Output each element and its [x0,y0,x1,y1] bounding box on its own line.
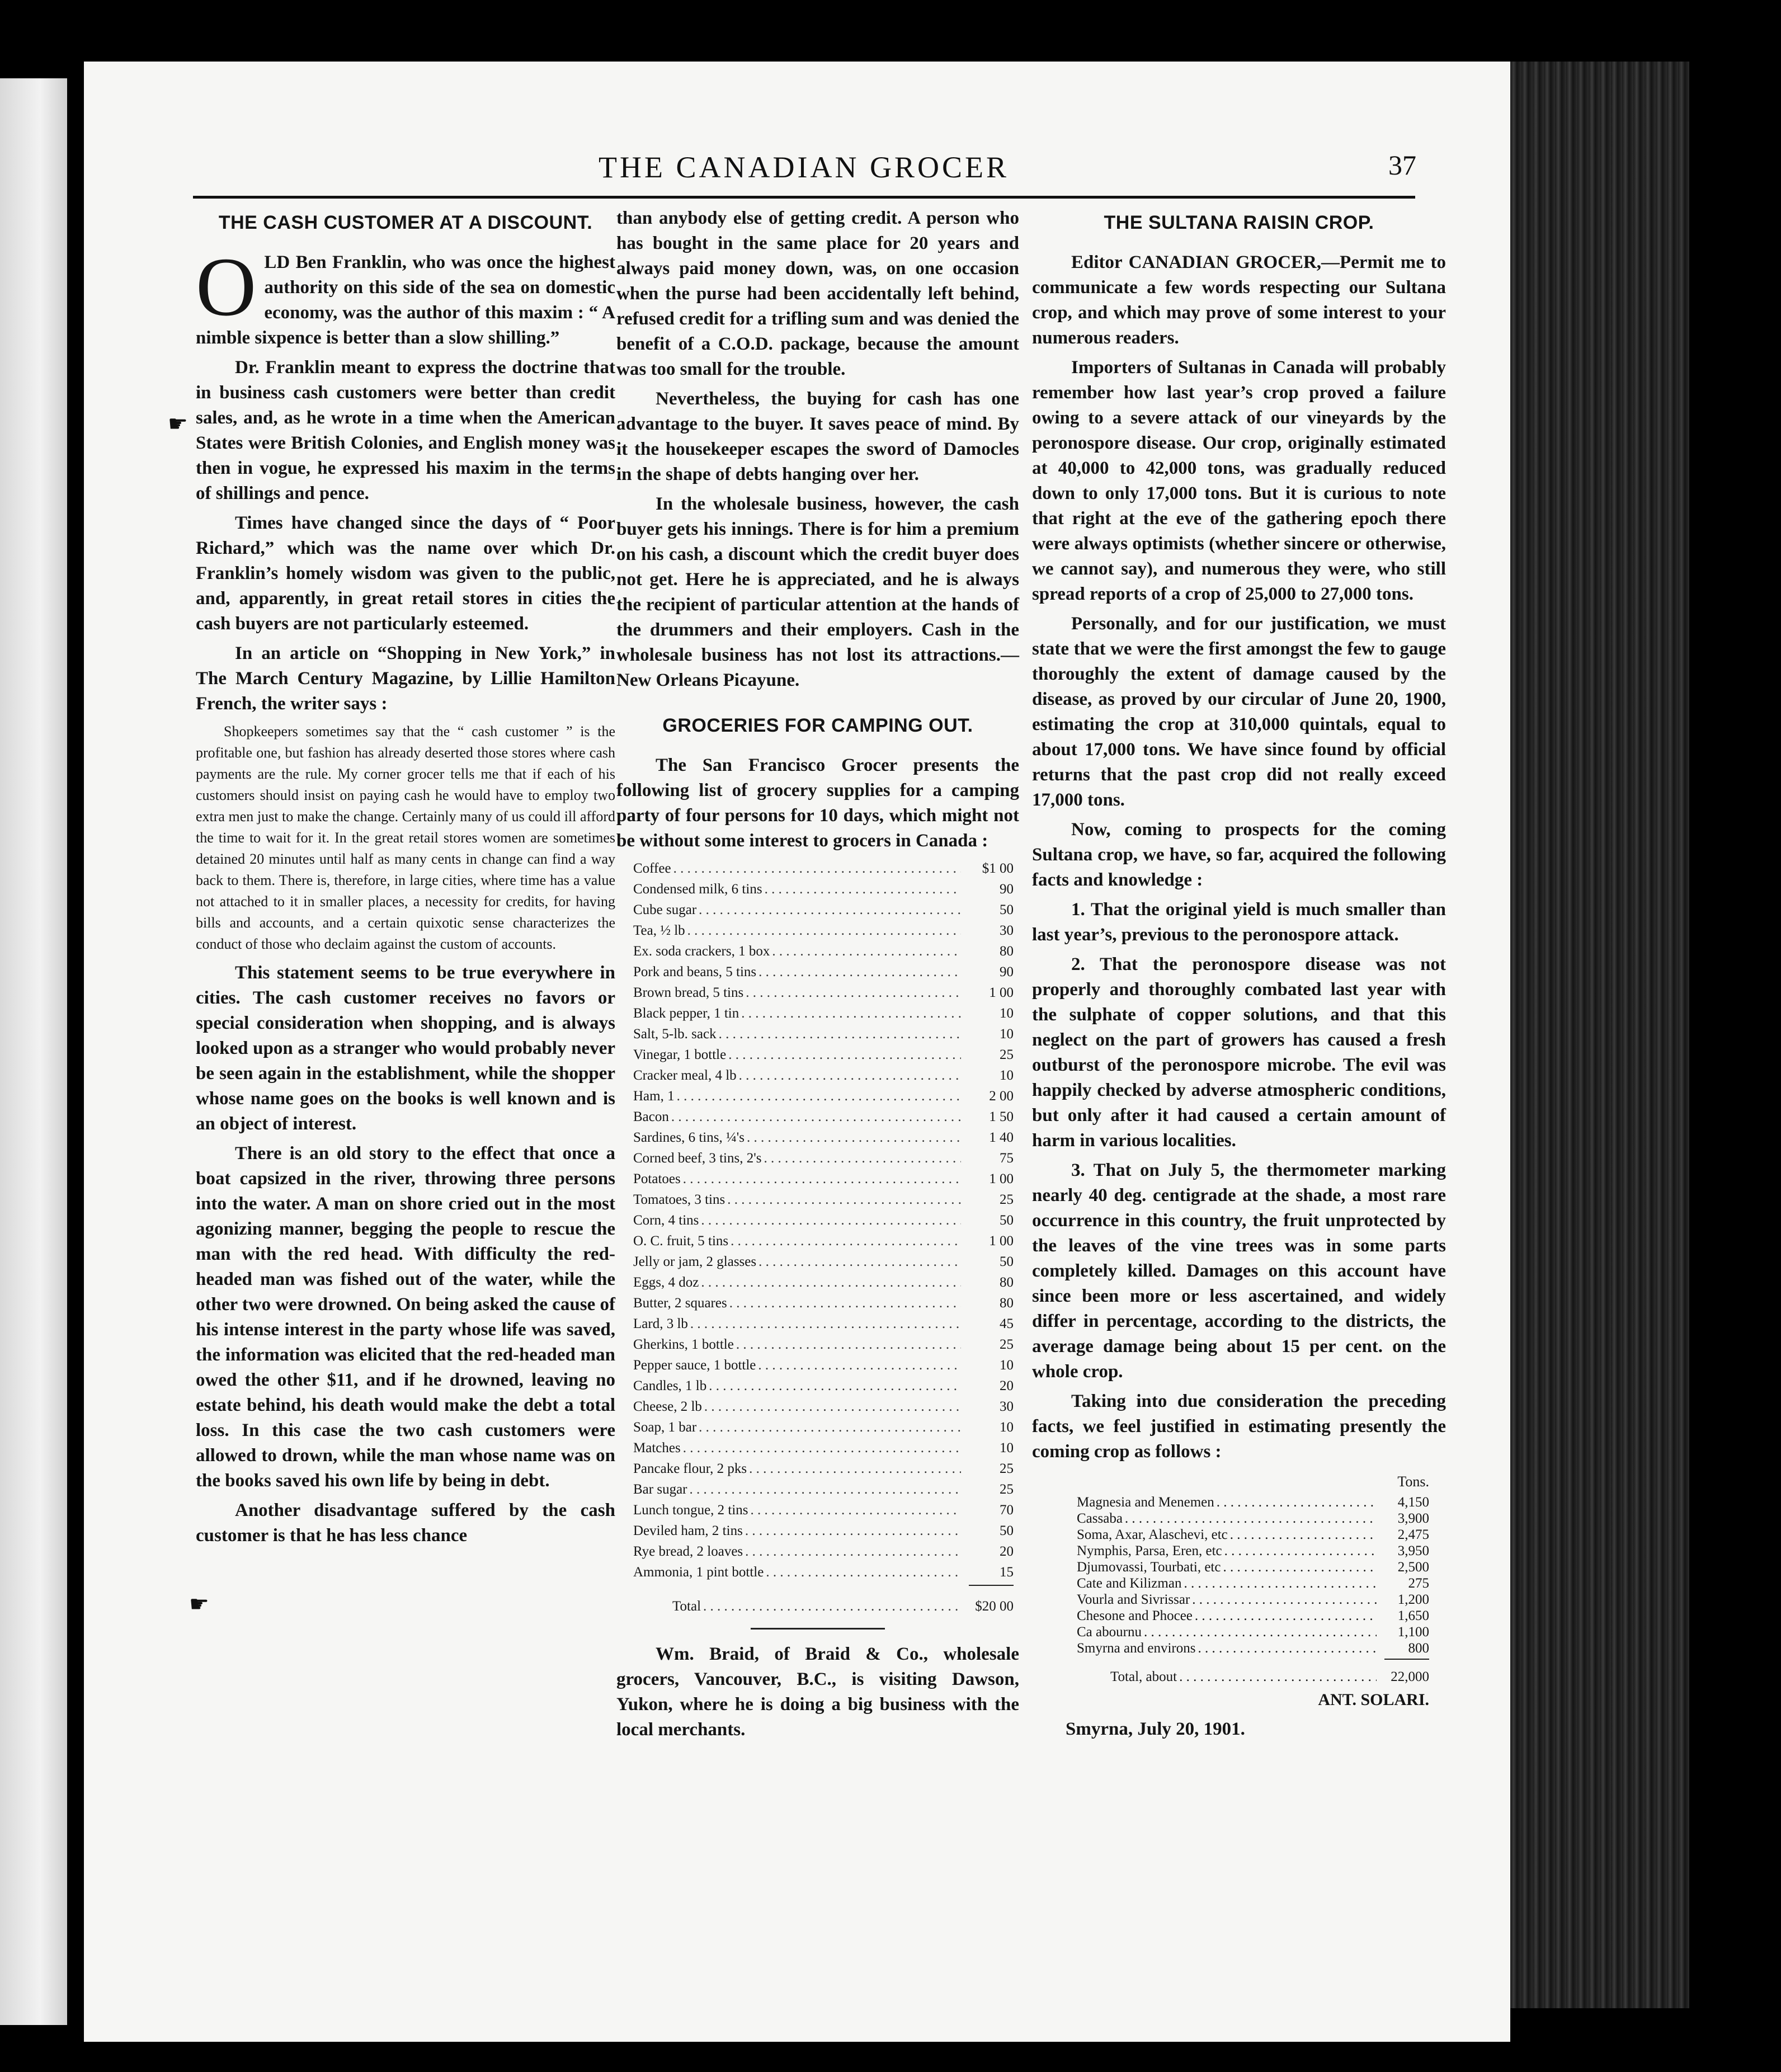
grocery-list-item [633,1520,1014,1541]
item-price: 25 [1000,1047,1014,1062]
district-name: Cate and Kilizman [1077,1576,1182,1591]
article-paragraph: 1. That the original yield is much smaller than last year’s, previous to the peronospore attack. [1032,900,1446,945]
item-name: Pork and beans, 5 tins [633,964,757,980]
item-name: Cheese, 2 lb [633,1399,702,1414]
leader-dots [749,1458,961,1479]
crop-estimate-table [1032,1494,1446,1656]
district-tons: 1,100 [1397,1624,1429,1640]
district-name: Djumovassi, Tourbati, etc [1077,1560,1221,1575]
item-name: Ex. soda crackers, 1 box [633,944,770,959]
grocery-list-item [633,1231,1014,1251]
grocery-list-item [633,1189,1014,1210]
item-name: Deviled ham, 2 tins [633,1523,743,1538]
total-label: Total [672,1599,701,1614]
total-value: $20 00 [975,1599,1014,1614]
item-name: Coffee [633,861,671,876]
item-name: Sardines, 6 tins, ¼'s [633,1130,745,1145]
item-price: 10 [1000,1026,1014,1042]
leader-dots [683,1438,961,1458]
block-quote: Shopkeepers sometimes say that the “ cash customer ” is the profitable one, but fashion has already deserted those stores where cash payments are the rule. My corner grocer tells me that if each of his customers should insist on paying cash he would have to employ two extra men just to make the change. Certainly many of us could ill afford the time to wait for it. In the great retail stores women are sometimes detained 20 minutes until half as many cents in change can find a way back to them. There is, therefore, in large cities, where time has a value not attached to it in smaller places, a necessity for credits, for having bills and accounts, and a certain quixotic sense characterizes the conduct of those who declaim against the custom of accounts. [196,723,615,952]
crop-estimate-row [1077,1510,1429,1527]
grocery-list-item [633,1479,1014,1500]
item-price: 20 [1000,1544,1014,1559]
tons-column-header: Tons. [1397,1473,1429,1490]
leader-dots [671,1106,961,1127]
grocery-list-item [633,1334,1014,1355]
drop-cap: O [196,241,257,333]
item-name: Pancake flour, 2 pks [633,1461,747,1476]
leader-dots [701,1272,961,1293]
item-name: Corn, 4 tins [633,1213,699,1228]
item-price: 2 00 [989,1089,1014,1104]
leader-dots [1192,1591,1377,1608]
article-heading-sultana: THE SULTANA RAISIN CROP. [1104,212,1374,233]
grocery-list-item [633,1210,1014,1231]
leader-dots [747,1127,961,1148]
grocery-list-item [633,1396,1014,1417]
item-price: 15 [1000,1565,1014,1580]
item-name: Cracker meal, 4 lb [633,1068,737,1083]
grocery-total-row [672,1596,1014,1617]
article-paragraph: 2. That the peronospore disease was not properly and thoroughly combated last year with the sulphate of copper solutions, and that this neglect on the part of growers has caused a fresh outburst of the peronospore microbe. The evil was happily checked by adverse atmospheric conditions, but only after it had caused a certain amount of harm in various localities. [1032,954,1446,1151]
article-paragraph: 3. That on July 5, the thermometer marking nearly 40 deg. centigrade at the shade, a most rare occurrence in this country, the fruit unprotected by the leaves of the vine trees was in some parts completely killed. Damages on this account have since been more or less ascertained, and widely differ in percentage, according to the districts, the average damage being about 15 per cent. on the whole crop. [1032,1160,1446,1382]
item-price: 10 [1000,1358,1014,1373]
item-name: Corned beef, 3 tins, 2's [633,1151,762,1166]
district-name: Nymphis, Parsa, Eren, etc [1077,1543,1222,1558]
item-price: 75 [1000,1151,1014,1166]
grocery-list-item [633,1251,1014,1272]
leader-dots [699,900,961,920]
leader-dots [772,941,961,962]
item-price: 50 [1000,1254,1014,1269]
leader-dots [731,1231,961,1251]
leader-dots [703,1596,961,1617]
leader-dots [758,1355,961,1376]
article-paragraph: than anybody else of getting credit. A person who has bought in the same place for 20 years and always paid money down, was, on one occasion when the purse had been accidentally left behind, refused credit for a trifling sum and was denied the benefit of a C.O.D. package, because the amount was too small for the trouble. [616,208,1019,379]
crop-estimate-row [1077,1543,1429,1559]
grocery-list-item [633,1086,1014,1106]
item-price: 50 [1000,1523,1014,1538]
crop-estimate-row [1077,1591,1429,1608]
item-price: 90 [1000,964,1014,980]
item-name: Brown bread, 5 tins [633,985,744,1000]
district-tons: 275 [1408,1576,1429,1591]
item-name: O. C. fruit, 5 tins [633,1233,729,1249]
margin-pointer-mark: ☛ [168,411,188,437]
district-name: Chesone and Phocee [1077,1608,1193,1623]
district-name: Ca abournu [1077,1624,1142,1640]
item-price: 10 [1000,1440,1014,1456]
leader-dots [677,1086,961,1106]
grocery-list-item [633,858,1014,879]
leader-dots [709,1376,961,1396]
item-price: 1 00 [989,1233,1014,1249]
leader-dots [751,1500,961,1520]
total-value: 22,000 [1391,1669,1429,1684]
district-tons: 3,950 [1397,1543,1429,1558]
facing-page-edge [0,78,67,2025]
sum-rule [1384,1659,1429,1660]
item-price: 25 [1000,1337,1014,1352]
leader-dots [1179,1669,1377,1685]
district-name: Vourla and Sivrissar [1077,1592,1190,1607]
leader-dots [1224,1543,1377,1559]
grocery-list-item [633,1065,1014,1086]
grocery-list-item [633,1376,1014,1396]
crop-estimate-row [1077,1575,1429,1591]
grocery-list-item [633,1500,1014,1520]
leader-dots [699,1417,961,1438]
leader-dots [683,1169,961,1189]
crop-total-row [1110,1669,1429,1685]
section-divider [751,1628,885,1630]
item-name: Condensed milk, 6 tins [633,882,762,897]
item-name: Black pepper, 1 tin [633,1006,739,1021]
leader-dots [1223,1559,1377,1575]
leader-dots [745,1520,961,1541]
grocery-list-item [633,1313,1014,1334]
item-name: Rye bread, 2 loaves [633,1544,743,1559]
crop-estimate-row [1077,1640,1429,1656]
grocery-list-item [633,1003,1014,1024]
district-name: Magnesia and Menemen [1077,1495,1214,1510]
article-paragraph: Taking into due consideration the preceding facts, we feel justified in estimating presently the coming crop as follows : [1032,1391,1446,1462]
article-paragraph: Editor CANADIAN GROCER,—Permit me to communicate a few words respecting our Sultana crop, and which may prove of some interest to your numerous readers. [1032,252,1446,348]
leader-dots [690,1313,961,1334]
dateline: Smyrna, July 20, 1901. [1066,1719,1245,1739]
item-name: Vinegar, 1 bottle [633,1047,727,1062]
item-name: Cube sugar [633,902,697,917]
column-3 [1032,206,1446,1742]
article-paragraph: Another disadvantage suffered by the cash customer is that he has less chance [196,1500,615,1546]
leader-dots [766,1562,961,1583]
item-price: 80 [1000,1275,1014,1290]
item-name: Eggs, 4 doz [633,1275,699,1290]
grocery-list-item [633,1417,1014,1438]
grocery-list-item [633,1106,1014,1127]
grocery-list-item [633,982,1014,1003]
grocery-list-item [633,1541,1014,1562]
item-name: Bacon [633,1109,669,1124]
leader-dots [745,1541,961,1562]
grocery-list-item [633,1127,1014,1148]
district-tons: 1,650 [1397,1608,1429,1623]
district-tons: 800 [1408,1641,1429,1656]
article-paragraph [196,241,615,351]
item-name: Ham, 1 [633,1089,675,1104]
article-heading-cash-customer: THE CASH CUSTOMER AT A DISCOUNT. [218,212,593,233]
leader-dots [1184,1575,1377,1591]
item-name: Soap, 1 bar [633,1420,697,1435]
leader-dots [1198,1640,1377,1656]
item-name: Potatoes [633,1171,681,1186]
article-paragraph: Now, coming to prospects for the coming Sultana crop, we have, so far, acquired the following facts and knowledge : [1032,820,1446,890]
item-name: Lard, 3 lb [633,1316,688,1331]
grocery-list-item [633,1272,1014,1293]
leader-dots [764,1148,961,1169]
grocery-list-item [633,879,1014,900]
item-price: 25 [1000,1482,1014,1497]
district-name: Cassaba [1077,1511,1123,1526]
book-binding-edge [1510,62,1689,2008]
item-name: Jelly or jam, 2 glasses [633,1254,757,1269]
margin-pointer-mark: ☛ [189,1591,209,1617]
item-price: 50 [1000,1213,1014,1228]
item-price: 30 [1000,923,1014,938]
total-label: Total, about [1110,1669,1177,1684]
item-price: 25 [1000,1461,1014,1476]
grocery-list-item [633,920,1014,941]
item-name: Pepper sauce, 1 bottle [633,1358,756,1373]
item-name: Salt, 5-lb. sack [633,1026,717,1042]
leader-dots [758,962,961,982]
item-price: 90 [1000,882,1014,897]
leader-dots [673,858,961,879]
page-number: 37 [1388,149,1416,181]
article-paragraph: Personally, and for our justification, we must state that we were the first amongst the few to gauge thoroughly the extent of damage caused by the disease, as proved by our circular of June 20, 1900, estimating the crop at 310,000 quintals, equal to about 17,000 tons. We have since found by official returns that the past crop did not really exceed 17,000 tons. [1032,614,1446,810]
item-price: 25 [1000,1192,1014,1207]
leader-dots [1144,1624,1377,1640]
item-name: Lunch tongue, 2 tins [633,1503,748,1518]
leader-dots [1230,1527,1377,1543]
grocery-list-item [633,962,1014,982]
district-name: Soma, Axar, Alaschevi, etc [1077,1527,1228,1542]
leader-dots [690,1479,962,1500]
district-tons: 4,150 [1397,1495,1429,1510]
leader-dots [746,982,961,1003]
item-name: Gherkins, 1 bottle [633,1337,734,1352]
leader-dots [741,1003,961,1024]
sum-rule [969,1585,1014,1586]
leader-dots [1195,1608,1377,1624]
grocery-list-item [633,1169,1014,1189]
leader-dots [739,1065,961,1086]
leader-dots [758,1251,961,1272]
item-price: 1 00 [989,985,1014,1000]
item-price: 70 [1000,1503,1014,1518]
item-name: Ammonia, 1 pint bottle [633,1565,764,1580]
column-1 [196,206,615,1553]
item-price: 1 00 [989,1171,1014,1186]
leader-dots [1217,1494,1377,1510]
item-price: 45 [1000,1316,1014,1331]
district-tons: 2,475 [1397,1527,1429,1542]
grocery-list-item [633,1148,1014,1169]
article-paragraph: There is an old story to the effect that once a boat capsized in the river, throwing three persons into the water. A man on shore cried out in the most agonizing manner, begging the people to rescue the man with the red head. With difficulty the red-headed man was fished out of the water, while the other two were drowned. On being asked the cause of his intense interest in the party whose life was saved, the information was elicited that the red-headed man owed the other $11, and if he drowned, leaving no estate behind, his death would make the debt a total loss. In this case the two cash customers were allowed to drown, while the man whose name was on the books saved his own life by being in debt. [196,1143,615,1491]
item-name: Candles, 1 lb [633,1378,707,1393]
item-price: 80 [1000,944,1014,959]
article-paragraph: Importers of Sultanas in Canada will probably remember how last year’s crop proved a failure owing to a severe attack of our vineyards by the peronospore disease. Our crop, originally estimated at 40,000 to 42,000 tons, was gradually reduced down to only 17,000 tons. But it is curious to note that right at the eve of the gathering epoch there were always optimists (whether sincere or otherwise, we cannot say), and numerous they were, who still spread reports of a crop of 25,000 to 27,000 tons. [1032,357,1446,604]
column-2 [616,206,1019,1747]
grocery-list-item [633,1024,1014,1044]
grocery-price-list [616,858,1019,1583]
grocery-list-item [633,1438,1014,1458]
grocery-list-item [633,1458,1014,1479]
paragraph-text: LD Ben Franklin, who was once the highest authority on this side of the sea on domestic economy, was the author of this maxim : “ A nimble sixpence is better than a slow shilling.” [196,252,615,348]
header-rule [193,196,1415,199]
article-paragraph: Nevertheless, the buying for cash has one advantage to the buyer. It saves peace of mind. By it the housekeeper escapes the sword of Damocles in the shape of debts hanging over her. [616,389,1019,484]
grocery-list-item [633,1355,1014,1376]
item-price: 10 [1000,1068,1014,1083]
item-price: 30 [1000,1399,1014,1414]
crop-estimate-row [1077,1559,1429,1575]
article-heading-camping: GROCERIES FOR CAMPING OUT. [662,715,973,736]
article-paragraph: Dr. Franklin meant to express the doctrine that in business cash customers were better than credit sales, and, as he wrote in a time when the American States were British Colonies, and English money was then in vogue, he expressed his maxim in the terms of shillings and pence. [196,357,615,503]
district-tons: 2,500 [1397,1560,1429,1575]
article-paragraph: In an article on “Shopping in New York,” in The March Century Magazine, by Lillie Hamilton French, the writer says : [196,643,615,714]
crop-estimate-row [1077,1494,1429,1510]
item-price: 10 [1000,1006,1014,1021]
leader-dots [687,920,961,941]
item-price: 80 [1000,1296,1014,1311]
leader-dots [701,1210,961,1231]
running-head-title: THE CANADIAN GROCER [599,150,1009,184]
leader-dots [729,1293,961,1313]
grocery-list-item [633,1044,1014,1065]
item-price: $1 00 [982,861,1014,876]
district-tons: 3,900 [1397,1511,1429,1526]
district-tons: 1,200 [1397,1592,1429,1607]
leader-dots [736,1334,961,1355]
article-paragraph: The San Francisco Grocer presents the following list of grocery supplies for a camping party of four persons for 10 days, which might not be without some interest to grocers in Canada : [616,755,1019,851]
signature: ANT. SOLARI. [1318,1690,1429,1709]
grocery-list-item [633,1562,1014,1583]
item-price: 1 50 [989,1109,1014,1124]
item-price: 10 [1000,1420,1014,1435]
item-name: Tomatoes, 3 tins [633,1192,725,1207]
crop-estimate-row [1077,1608,1429,1624]
item-name: Tea, ½ lb [633,923,685,938]
leader-dots [727,1189,961,1210]
district-name: Smyrna and environs [1077,1641,1196,1656]
news-note: Wm. Braid, of Braid & Co., wholesale grocers, Vancouver, B.C., is visiting Dawson, Yukon, where he is doing a big business with the local merchants. [616,1644,1019,1740]
grocery-list-item [633,1293,1014,1313]
leader-dots [704,1396,961,1417]
item-price: 20 [1000,1378,1014,1393]
grocery-list-item [633,900,1014,920]
item-name: Butter, 2 squares [633,1296,727,1311]
crop-estimate-row [1077,1527,1429,1543]
grocery-list-item [633,941,1014,962]
article-paragraph: In the wholesale business, however, the cash buyer gets his innings. There is for him a premium on his cash, a discount which the credit buyer does not get. Here he is appreciated, and he is always the recipient of particular attention at the hands of the drummers and their employers. Cash in the wholesale business has not lost its attractions.—New Orleans Picayune. [616,494,1019,690]
item-price: 1 40 [989,1130,1014,1145]
leader-dots [719,1024,961,1044]
article-paragraph: This statement seems to be true everywhere in cities. The cash customer receives no favors or special consideration when shopping, and is always looked upon as a stranger who would probably never be seen again in the establishment, while the shopper whose name goes on the books is well known and is an object of interest. [196,963,615,1134]
leader-dots [728,1044,961,1065]
item-price: 50 [1000,902,1014,917]
leader-dots [1125,1510,1377,1527]
item-name: Bar sugar [633,1482,687,1497]
leader-dots [765,879,961,900]
item-name: Matches [633,1440,681,1456]
crop-estimate-row [1077,1624,1429,1640]
article-paragraph: Times have changed since the days of “ Poor Richard,” which was the name over which Dr. Franklin’s homely wisdom was given to the public, and, apparently, in great retail stores in cities the cash buyers are not particularly esteemed. [196,513,615,634]
